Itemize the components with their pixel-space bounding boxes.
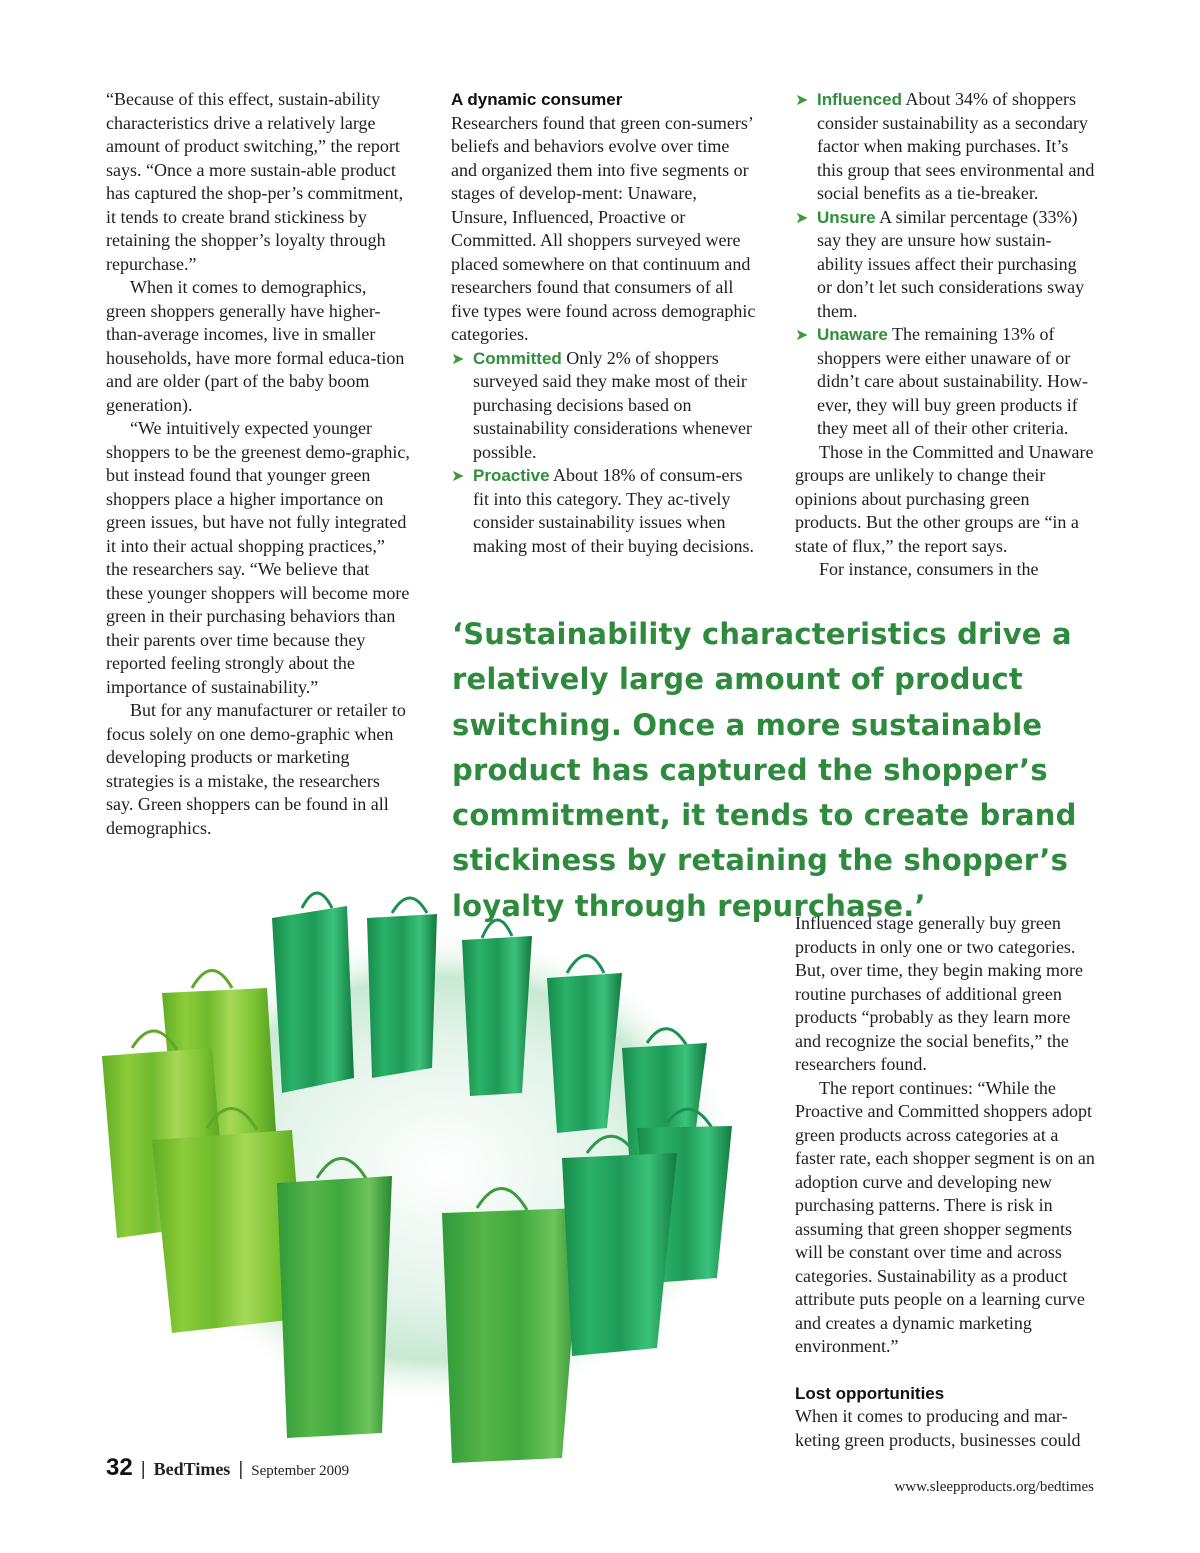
segment-name: Unsure bbox=[817, 207, 876, 227]
website-url: www.sleepproducts.org/bedtimes bbox=[894, 1479, 1094, 1495]
body-paragraph: When it comes to producing and mar-keting green products, businesses could bbox=[795, 1406, 1081, 1450]
footer-separator: | bbox=[238, 1459, 244, 1480]
arrow-bullet-icon: ➤ bbox=[795, 325, 809, 344]
section-subhead: A dynamic consumer bbox=[451, 90, 623, 109]
segment-text: Only 2% of shoppers surveyed said they make most of their purchasing decisions based on sustainability considerations whenever possible. bbox=[473, 347, 752, 462]
page-number: 32 bbox=[106, 1454, 133, 1481]
segment-name: Unaware bbox=[817, 325, 888, 344]
spacer bbox=[795, 1359, 1095, 1382]
body-paragraph: Influenced stage generally buy green products in only one or two categories. But, over time, they begin making more routine purchases of additional green products “probably as they learn more and recognize the social benefits,” the researchers found. bbox=[795, 913, 1083, 1074]
body-paragraph: Those in the Committed and Unaware groups are unlikely to change their opinions about purchasing green products. But the other groups are “in a state of flux,” the report says. bbox=[795, 441, 1094, 556]
article-column-3 bbox=[795, 88, 1095, 582]
segment-text: About 18% of consum-ers fit into this category. They ac-tively consider sustainability issues when making most of their buying decisions. bbox=[473, 465, 754, 556]
segment-item-unsure bbox=[795, 206, 1095, 324]
segment-text: The remaining 13% of shoppers were either unaware of or didn’t care about sustainability. How-ever, they will buy green products if they meet all of their other criteria. bbox=[817, 324, 1088, 438]
green-shopping-bags-image bbox=[92, 878, 782, 1468]
footer-separator: | bbox=[140, 1459, 146, 1480]
arrow-bullet-icon: ➤ bbox=[451, 466, 465, 485]
segment-name: Proactive bbox=[473, 466, 550, 485]
issue-date: September 2009 bbox=[251, 1463, 350, 1479]
pull-quote: ‘Sustainability characteristics drive a relatively large amount of product switching. Once a more sustainable product has captured the shopper’s commitment, it tends to create brand stickiness by retaining the shopper’s loyalty through repurchase.’ bbox=[452, 617, 1077, 923]
segment-item-influenced bbox=[795, 88, 1095, 206]
article-column-2 bbox=[451, 88, 756, 558]
body-paragraph: “Because of this effect, sustain-ability characteristics drive a relatively large amount of product switching,” the report says. “Once a more sustain-able product has captured the shop-per’s commitment, it tends to create brand stickiness by retaining the shopper’s loyalty through repurchase.” bbox=[106, 89, 404, 274]
arrow-bullet-icon: ➤ bbox=[795, 90, 809, 109]
section-subhead: Lost opportunities bbox=[795, 1383, 945, 1403]
segment-text: About 34% of shoppers consider sustainability as a secondary factor when making purchases. It’s this group that sees environmental and social benefits as a tie-breaker. bbox=[817, 89, 1095, 203]
segment-name: Committed bbox=[473, 348, 562, 368]
article-column-4 bbox=[795, 912, 1095, 1452]
body-paragraph: For instance, consumers in the bbox=[819, 559, 1039, 579]
arrow-bullet-icon: ➤ bbox=[451, 348, 465, 368]
segment-item-committed bbox=[451, 347, 756, 465]
page-footer bbox=[106, 1454, 349, 1482]
segment-name: Influenced bbox=[817, 90, 903, 109]
arrow-bullet-icon: ➤ bbox=[795, 207, 809, 227]
article-column-1 bbox=[106, 88, 410, 840]
magazine-name: BedTimes bbox=[153, 1459, 231, 1479]
body-paragraph: But for any manufacturer or retailer to focus solely on one demo-graphic when developing products or marketing strategies is a mistake, the researchers say. Green shoppers can be found in all demographics. bbox=[106, 700, 406, 838]
segment-text: A similar percentage (33%) say they are unsure how sustain-ability issues affect their purchasing or don’t let such considerations sway them. bbox=[817, 206, 1085, 321]
segment-item-proactive bbox=[451, 464, 756, 558]
body-paragraph: When it comes to demographics, green shoppers generally have higher-than-average incomes, live in smaller households, have more formal educa-tion and are older (part of the baby boom generation). bbox=[106, 277, 405, 415]
segment-item-unaware bbox=[795, 323, 1095, 441]
body-paragraph: The report continues: “While the Proactive and Committed shoppers adopt green products across categories at a faster rate, each shopper segment is on an adoption curve and developing new purchasing patterns. There is risk in assuming that green shopper segments will be constant over time and across categories. Sustainability as a product attribute puts people on a learning curve and creates a dynamic marketing environment.” bbox=[795, 1077, 1095, 1356]
body-paragraph: Researchers found that green con-sumers’ beliefs and behaviors evolve over time and organized them into five segments or stages of develop-ment: Unaware, Unsure, Influenced, Proactive or Committed. All shoppers surveyed were placed somewhere on that continuum and researchers found that consumers of all five types were found across demographic categories. bbox=[451, 112, 756, 344]
body-paragraph: “We intuitively expected younger shoppers to be the greenest demo-graphic, but instead found that younger green shoppers place a higher importance on green issues, but have not fully integrated it into their actual shopping practices,” the researchers say. “We believe that these younger shoppers will become more green in their purchasing behaviors than their parents over time because they reported feeling strongly about the importance of sustainability.” bbox=[106, 418, 410, 697]
